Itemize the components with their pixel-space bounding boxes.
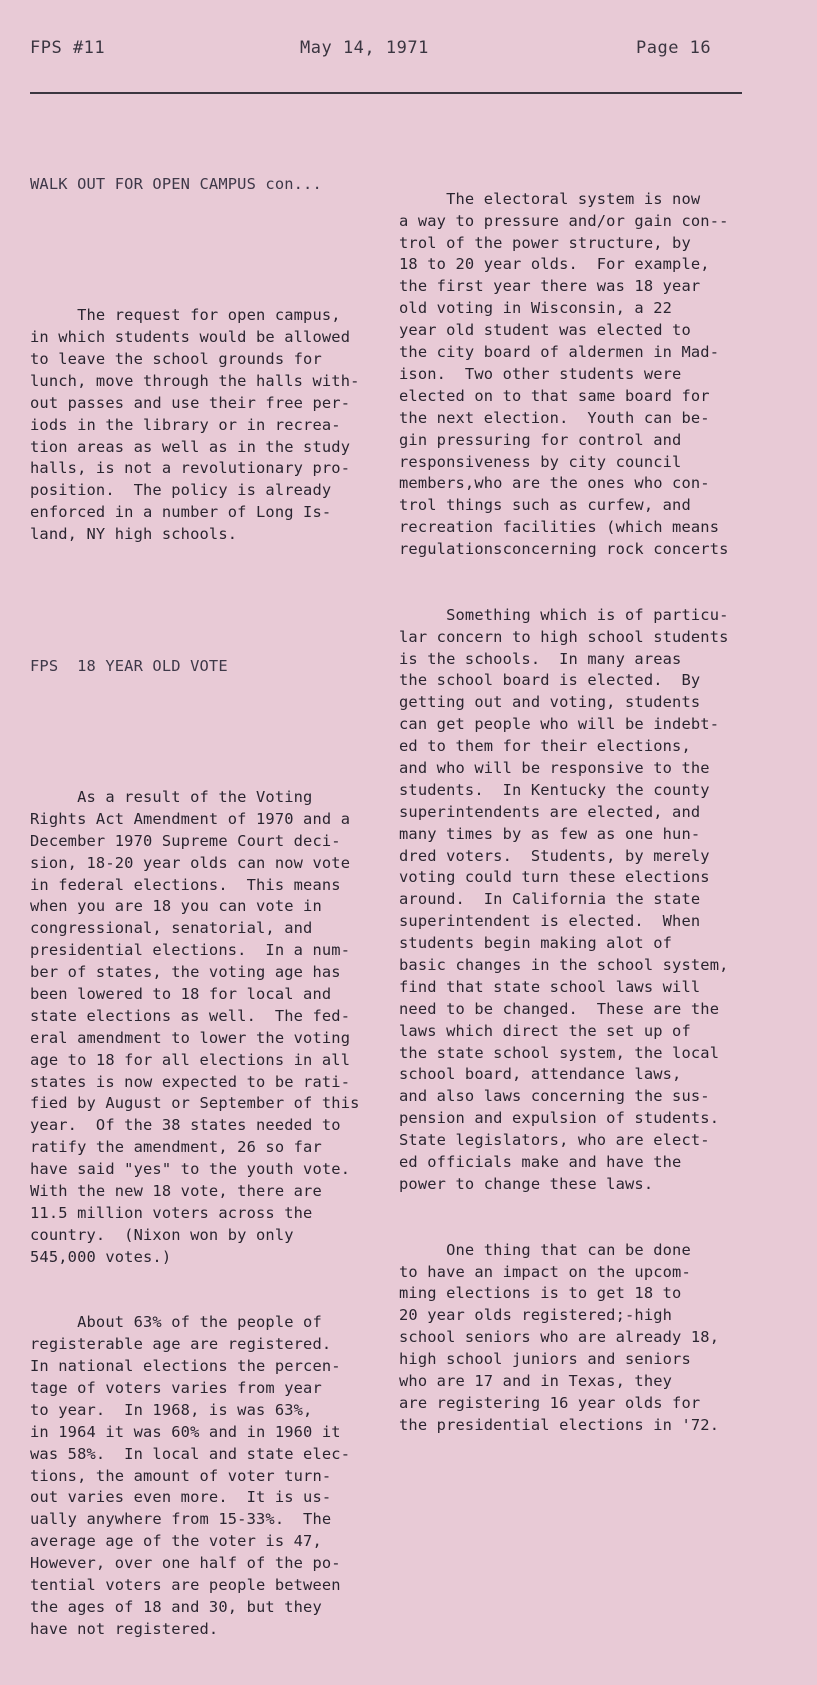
- text-line: regulationsconcerning rock concerts: [399, 540, 729, 559]
- text-line: the state school system, the local: [399, 1043, 720, 1062]
- text-line: ber of states, the voting age has: [30, 963, 341, 982]
- text-line: superintendents are elected, and: [399, 802, 701, 821]
- text-line: 545,000 votes.): [30, 1247, 172, 1266]
- text-line: pension and expulsion of students.: [399, 1109, 720, 1128]
- text-line: in 1964 it was 60% and in 1960 it: [30, 1422, 341, 1441]
- text-line: fied by August or September of this: [30, 1094, 360, 1113]
- text-line: recreation facilities (which means: [399, 518, 720, 537]
- text-line: dred voters. Students, by merely: [399, 846, 710, 865]
- text-line: In national elections the percen-: [30, 1357, 341, 1376]
- text-line: gin pressuring for control and: [399, 430, 682, 449]
- text-line: December 1970 Supreme Court deci-: [30, 831, 341, 850]
- text-line: year old student was elected to: [399, 321, 691, 340]
- text-line: are registering 16 year olds for: [399, 1393, 701, 1412]
- text-line: the presidential elections in '72.: [399, 1415, 720, 1434]
- text-line: average age of the voter is 47,: [30, 1532, 322, 1551]
- text-line: and also laws concerning the sus-: [399, 1087, 710, 1106]
- text-line: and who will be responsive to the: [399, 759, 710, 777]
- text-line: The electoral system is now: [399, 189, 701, 208]
- text-line: was 58%. In local and state elec-: [30, 1444, 351, 1463]
- text-line: lunch, move through the halls with-: [30, 371, 360, 390]
- text-line: ratify the amendment, 26 so far: [30, 1138, 322, 1157]
- text-line: However, over one half of the po-: [30, 1554, 341, 1573]
- spacer: [30, 590, 400, 612]
- text-line: in federal elections. This means: [30, 875, 341, 894]
- text-line: ed to them for their elections,: [399, 737, 691, 756]
- text-line: school seniors who are already 18,: [399, 1328, 720, 1347]
- text-line: can get people who will be indebt-: [399, 715, 720, 734]
- text-line: eral amendment to lower the voting: [30, 1028, 351, 1047]
- text-line: The request for open campus,: [30, 306, 341, 325]
- text-line: tion areas as well as in the study: [30, 437, 351, 456]
- text-line: students. In Kentucky the county: [399, 780, 710, 799]
- text-line: around. In California the state: [399, 890, 701, 909]
- text-line: the school board is elected. By: [399, 671, 701, 690]
- text-line: have not registered.: [30, 1619, 219, 1638]
- text-line: sion, 18-20 year olds can now vote: [30, 853, 351, 872]
- spacer: [30, 721, 400, 743]
- text-line: superintendent is elected. When: [399, 912, 701, 931]
- text-line: who are 17 and in Texas, they: [399, 1371, 673, 1390]
- text-line: states is now expected to be rati-: [30, 1072, 351, 1091]
- text-line: the next election. Youth can be-: [399, 408, 710, 427]
- text-line: the city board of aldermen in Mad-: [399, 343, 720, 362]
- text-line: elected on to that same board for: [399, 386, 710, 405]
- text-line: voting could turn these elections: [399, 868, 710, 887]
- right-column: [399, 145, 809, 1480]
- text-line: lar concern to high school students: [399, 627, 729, 646]
- text-line: 20 year olds registered;-high: [399, 1306, 673, 1325]
- text-line: out varies even more. It is us-: [30, 1488, 332, 1507]
- text-line: have said "yes" to the youth vote.: [30, 1160, 351, 1179]
- text-line: to year. In 1968, is was 63%,: [30, 1400, 313, 1419]
- text-line: ed officials make and have the: [399, 1153, 682, 1172]
- text-line: enforced in a number of Long Is-: [30, 503, 332, 522]
- text-line: basic changes in the school system,: [399, 956, 729, 975]
- text-line: country. (Nixon won by only: [30, 1225, 294, 1244]
- text-line: trol of the power structure, by: [399, 233, 691, 252]
- text-line: age to 18 for all elections in all: [30, 1050, 351, 1069]
- text-line: ison. Two other students were: [399, 364, 682, 383]
- text-line: presidential elections. In a num-: [30, 941, 351, 960]
- text-line: year. Of the 38 states needed to: [30, 1116, 341, 1135]
- text-line: students begin making alot of: [399, 934, 673, 953]
- text-line: the ages of 18 and 30, but they: [30, 1597, 322, 1616]
- text-line: land, NY high schools.: [30, 525, 238, 544]
- text-line: With the new 18 vote, there are: [30, 1181, 322, 1200]
- voting-rights-paragraph: [30, 787, 400, 1269]
- text-line: high school juniors and seniors: [399, 1350, 691, 1369]
- text-line: trol things such as curfew, and: [399, 496, 691, 515]
- text-line: Something which is of particu-: [399, 605, 729, 624]
- text-line: 11.5 million voters across the: [30, 1203, 313, 1222]
- text-line: power to change these laws.: [399, 1174, 654, 1193]
- text-line: iods in the library or in recrea-: [30, 415, 341, 434]
- text-line: Rights Act Amendment of 1970 and a: [30, 809, 351, 828]
- text-line: to have an impact on the upcom-: [399, 1262, 691, 1281]
- text-line: 18 to 20 year olds. For example,: [399, 255, 710, 274]
- registration-paragraph: [30, 1312, 400, 1640]
- text-line: About 63% of the people of: [30, 1313, 322, 1332]
- text-line: tential voters are people between: [30, 1576, 341, 1595]
- text-line: to leave the school grounds for: [30, 350, 322, 368]
- text-line: many times by as few as one hun-: [399, 824, 701, 843]
- article-heading-open-campus: WALK OUT FOR OPEN CAMPUS con...: [30, 174, 322, 193]
- left-column: [30, 130, 400, 1685]
- text-line: laws which direct the set up of: [399, 1021, 691, 1040]
- spacer: [30, 240, 400, 262]
- text-line: ming elections is to get 18 to: [399, 1284, 682, 1303]
- text-line: responsiveness by city council: [399, 452, 682, 471]
- text-line: a way to pressure and/or gain con--: [399, 211, 729, 230]
- open-campus-paragraph: [30, 305, 400, 546]
- school-board-paragraph: [399, 605, 809, 1196]
- text-line: school board, attendance laws,: [399, 1065, 682, 1084]
- text-line: position. The policy is already: [30, 481, 332, 500]
- text-line: ually anywhere from 15-33%. The: [30, 1510, 332, 1529]
- text-line: state elections as well. The fed-: [30, 1006, 351, 1025]
- text-line: congressional, senatorial, and: [30, 919, 313, 938]
- text-line: members,who are the ones who con-: [399, 474, 710, 493]
- registration-drive-paragraph: [399, 1240, 809, 1437]
- text-line: As a result of the Voting: [30, 787, 313, 806]
- article-heading-18-year-old-vote: FPS 18 YEAR OLD VOTE: [30, 656, 228, 675]
- text-line: need to be changed. These are the: [399, 999, 720, 1018]
- text-line: is the schools. In many areas: [399, 649, 682, 668]
- text-line: been lowered to 18 for local and: [30, 984, 332, 1003]
- header-rule: [30, 92, 742, 94]
- text-line: old voting in Wisconsin, a 22: [399, 299, 673, 318]
- text-line: State legislators, who are elect-: [399, 1131, 710, 1150]
- text-line: out passes and use their free per-: [30, 393, 351, 412]
- text-line: tions, the amount of voter turn-: [30, 1466, 332, 1485]
- electoral-system-paragraph: [399, 189, 809, 561]
- text-line: find that state school laws will: [399, 977, 701, 996]
- text-line: in which students would be allowed: [30, 328, 351, 347]
- text-line: when you are 18 you can vote in: [30, 897, 322, 916]
- header-publication-number: FPS #11: [30, 38, 106, 58]
- text-line: One thing that can be done: [399, 1240, 691, 1259]
- text-line: getting out and voting, students: [399, 693, 701, 712]
- header-page-number: Page 16: [636, 38, 712, 58]
- text-line: registerable age are registered.: [30, 1335, 332, 1354]
- header-date: May 14, 1971: [300, 38, 429, 58]
- text-line: the first year there was 18 year: [399, 277, 701, 296]
- text-line: halls, is not a revolutionary pro-: [30, 459, 351, 478]
- text-line: tage of voters varies from year: [30, 1379, 322, 1398]
